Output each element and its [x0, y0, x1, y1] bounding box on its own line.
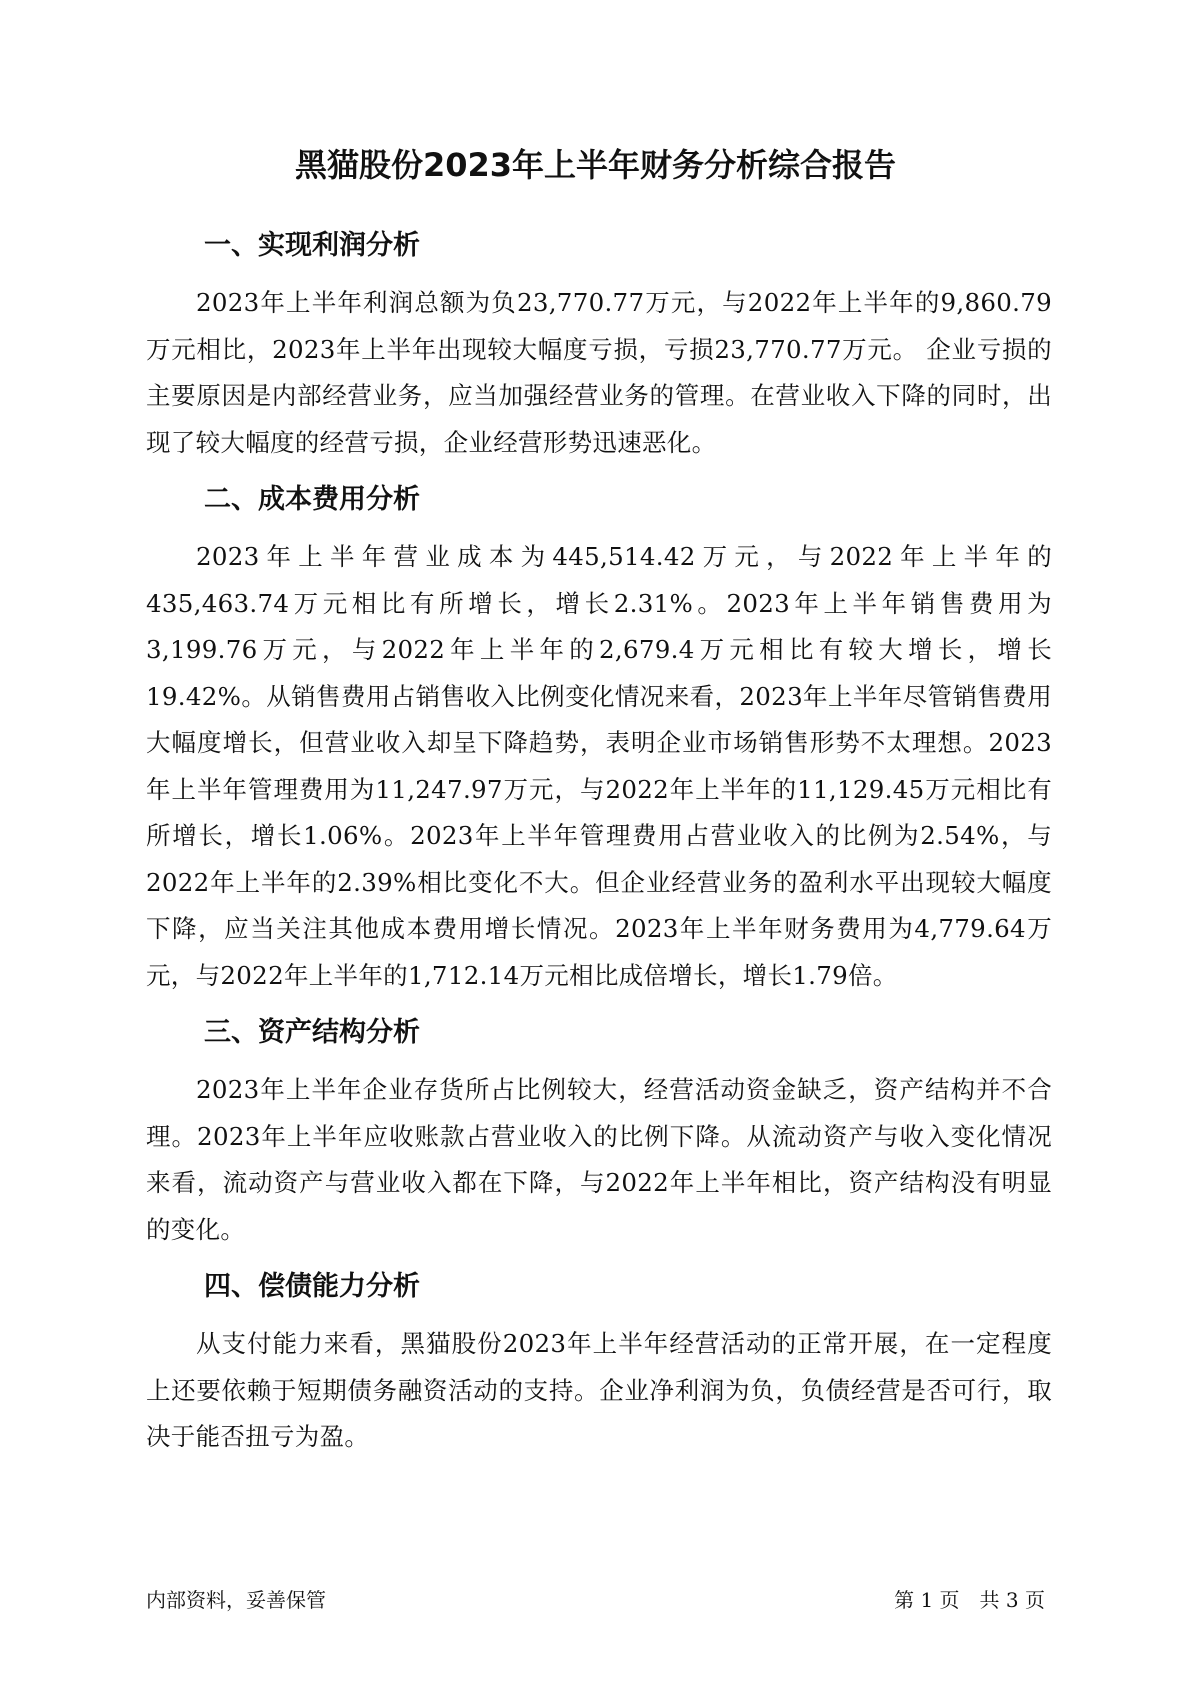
footer-page-number: 第 1 页 共 3 页 — [894, 1588, 1045, 1612]
document-title: 黑猫股份2023年上半年财务分析综合报告 — [294, 146, 897, 184]
section-cost-analysis — [146, 480, 1052, 999]
section-profit-analysis — [146, 226, 1052, 466]
document-body — [146, 226, 1052, 1475]
section-solvency-analysis — [146, 1267, 1052, 1461]
section-asset-structure — [146, 1013, 1052, 1253]
footer-confidential-note: 内部资料，妥善保管 — [146, 1588, 326, 1612]
section-heading: 二、成本费用分析 — [204, 484, 420, 515]
section-paragraph: 2023年上半年企业存货所占比例较大，经营活动资金缺乏，资产结构并不合理。2023年上半年应收账款占营业收入的比例下降。从流动资产与收入变化情况来看，流动资产与营业收入都在下降，与2022年上半年相比，资产结构没有明显的变化。 — [146, 1075, 1052, 1244]
section-heading: 四、偿债能力分析 — [204, 1271, 420, 1302]
section-paragraph: 2023年上半年利润总额为负23,770.77万元，与2022年上半年的9,860.79万元相比，2023年上半年出现较大幅度亏损，亏损23,770.77万元。 企业亏损的主要原因是内部经营业务，应当加强经营业务的管理。在营业收入下降的同时，出现了较大幅度的经营亏损，企业经营形势迅速恶化。 — [146, 288, 1052, 457]
section-heading: 一、实现利润分析 — [204, 230, 420, 261]
section-paragraph: 从支付能力来看，黑猫股份2023年上半年经营活动的正常开展，在一定程度上还要依赖于短期债务融资活动的支持。企业净利润为负，负债经营是否可行，取决于能否扭亏为盈。 — [146, 1329, 1052, 1451]
section-heading: 三、资产结构分析 — [204, 1017, 420, 1048]
section-paragraph: 2023年上半年营业成本为445,514.42万元，与2022年上半年的435,463.74万元相比有所增长，增长2.31%。2023年上半年销售费用为3,199.76万元，与2022年上半年的2,679.4万元相比有较大增长，增长19.42%。从销售费用占销售收入比例变化情况来看，2023年上半年尽管销售费用大幅度增长，但营业收入却呈下降趋势，表明企业市场销售形势不太理想。2023年上半年管理费用为11,247.97万元，与2022年上半年的11,129.45万元相比有所增长，增长1.06%。2023年上半年管理费用占营业收入的比例为2.54%，与2022年上半年的2.39%相比变化不大。但企业经营业务的盈利水平出现较大幅度下降，应当关注其他成本费用增长情况。2023年上半年财务费用为4,779.64万元，与2022年上半年的1,712.14万元相比成倍增长，增长1.79倍。 — [146, 542, 1052, 990]
